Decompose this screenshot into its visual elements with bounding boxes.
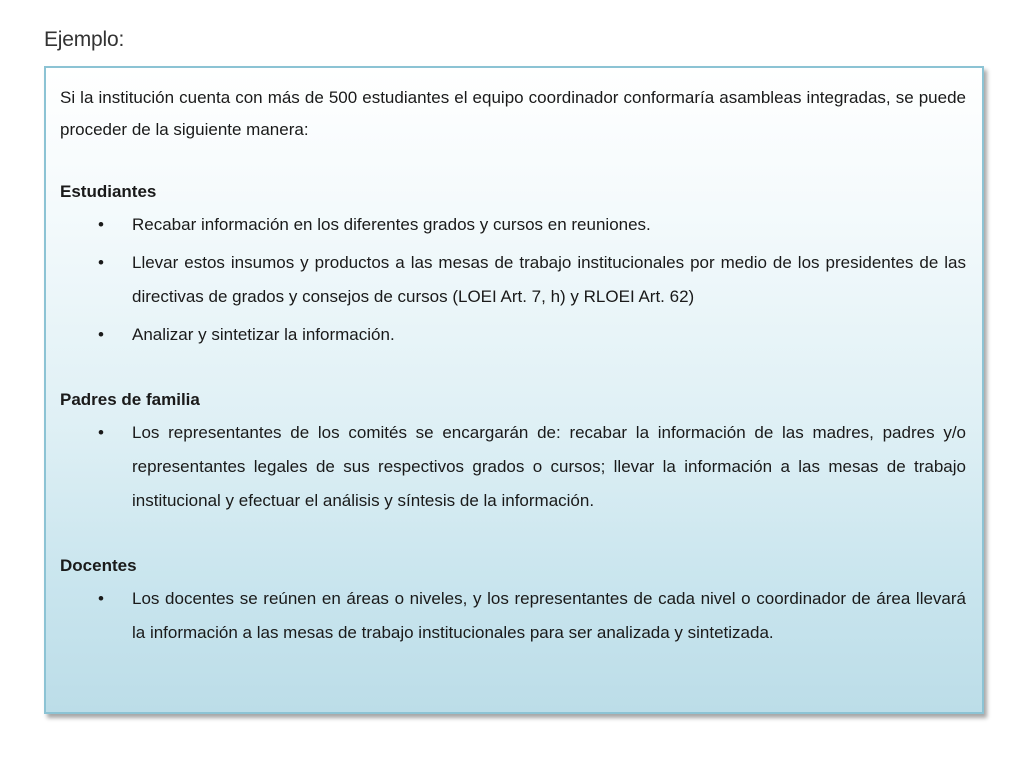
list-item-text: Analizar y sintetizar la información. [132, 325, 395, 344]
docentes-list [60, 582, 966, 650]
list-item-text: Llevar estos insumos y productos a las mesas de trabajo institucionales por medio de los presidentes de las directivas de grados y consejos de cursos (LOEI Art. 7, h) y RLOEI Art. 62) [132, 253, 966, 306]
bullet-icon: • [98, 589, 104, 608]
list-item-text: Los representantes de los comités se encargarán de: recabar la información de las madres, padres y/o representantes legales de sus respectivos grados o cursos; llevar la información a las mesas de trabajo institucional y efectuar el análisis y síntesis de la información. [132, 423, 966, 510]
section-title-estudiantes: Estudiantes [60, 182, 157, 201]
bullet-icon: • [98, 253, 104, 272]
list-item-text: Recabar información en los diferentes grados y cursos en reuniones. [132, 215, 651, 234]
intro-paragraph: Si la institución cuenta con más de 500 estudiantes el equipo coordinador conformaría asambleas integradas, se puede proceder de la siguiente manera: [60, 88, 966, 139]
list-item [60, 318, 966, 352]
list-item [60, 582, 966, 650]
section-title-docentes: Docentes [60, 556, 137, 575]
example-box [44, 66, 984, 714]
example-heading: Ejemplo: [44, 28, 125, 51]
section-title-padres: Padres de familia [60, 390, 200, 409]
bullet-icon: • [98, 325, 104, 344]
padres-list [60, 416, 966, 518]
list-item [60, 208, 966, 242]
list-item-text: Los docentes se reúnen en áreas o niveles, y los representantes de cada nivel o coordinador de área llevará la información a las mesas de trabajo institucionales para ser analizada y sintetizada. [132, 589, 966, 642]
bullet-icon: • [98, 215, 104, 234]
bullet-icon: • [98, 423, 104, 442]
estudiantes-list [60, 208, 966, 352]
list-item [60, 246, 966, 314]
list-item [60, 416, 966, 518]
